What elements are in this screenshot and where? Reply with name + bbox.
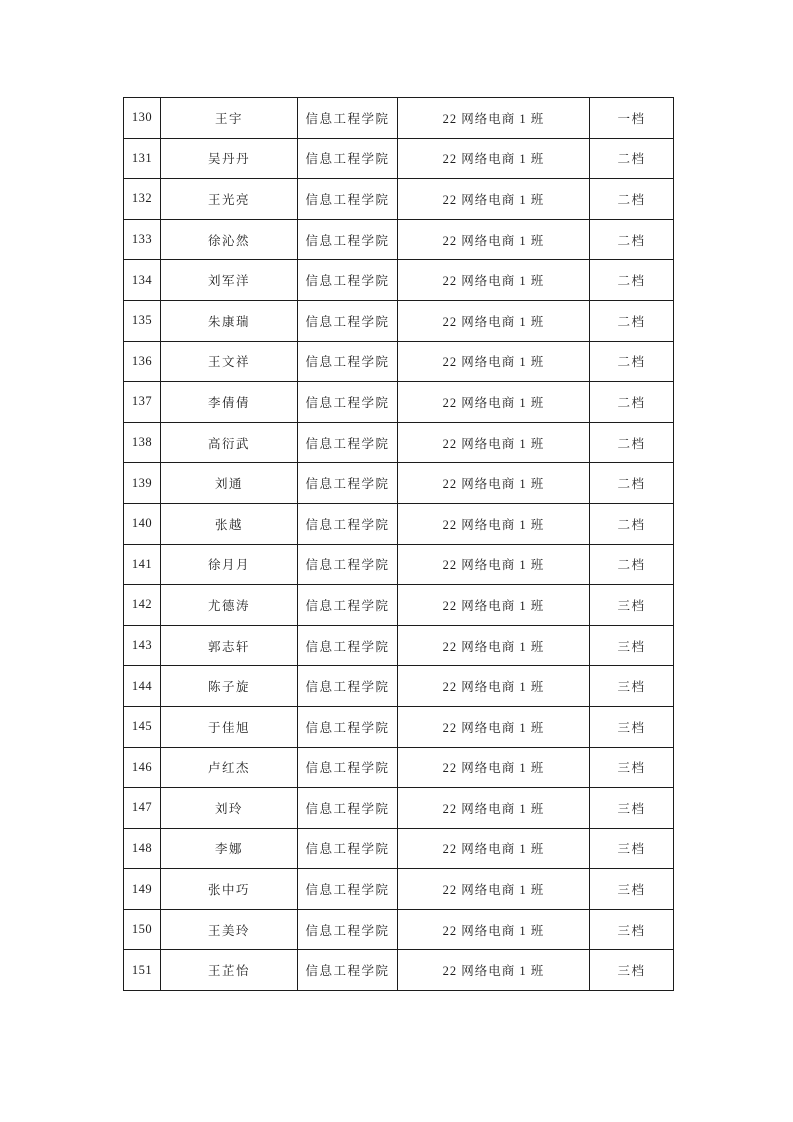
table-row xyxy=(124,788,674,829)
cell-class: 22 网络电商 1 班 xyxy=(398,260,590,301)
cell-tier: 二档 xyxy=(590,422,674,463)
table-row xyxy=(124,666,674,707)
table-row xyxy=(124,828,674,869)
cell-number: 143 xyxy=(124,625,161,666)
cell-tier: 二档 xyxy=(590,179,674,220)
cell-name: 张越 xyxy=(161,503,298,544)
table-row xyxy=(124,544,674,585)
cell-name: 陈子旋 xyxy=(161,666,298,707)
cell-class: 22 网络电商 1 班 xyxy=(398,503,590,544)
table-row xyxy=(124,463,674,504)
cell-class: 22 网络电商 1 班 xyxy=(398,706,590,747)
roster-table xyxy=(123,97,674,991)
cell-college: 信息工程学院 xyxy=(298,950,398,991)
cell-number: 138 xyxy=(124,422,161,463)
cell-name: 王芷怡 xyxy=(161,950,298,991)
cell-college: 信息工程学院 xyxy=(298,98,398,139)
cell-tier: 二档 xyxy=(590,300,674,341)
cell-class: 22 网络电商 1 班 xyxy=(398,788,590,829)
cell-number: 145 xyxy=(124,706,161,747)
table-row xyxy=(124,503,674,544)
cell-number: 150 xyxy=(124,909,161,950)
cell-class: 22 网络电商 1 班 xyxy=(398,950,590,991)
table-row xyxy=(124,909,674,950)
cell-name: 王光亮 xyxy=(161,179,298,220)
cell-class: 22 网络电商 1 班 xyxy=(398,585,590,626)
table-row xyxy=(124,869,674,910)
cell-class: 22 网络电商 1 班 xyxy=(398,98,590,139)
roster-table-body xyxy=(124,98,674,991)
cell-tier: 三档 xyxy=(590,706,674,747)
cell-tier: 三档 xyxy=(590,625,674,666)
cell-college: 信息工程学院 xyxy=(298,585,398,626)
cell-number: 137 xyxy=(124,382,161,423)
cell-name: 李娜 xyxy=(161,828,298,869)
cell-tier: 三档 xyxy=(590,950,674,991)
cell-name: 朱康瑞 xyxy=(161,300,298,341)
cell-college: 信息工程学院 xyxy=(298,260,398,301)
cell-number: 131 xyxy=(124,138,161,179)
cell-class: 22 网络电商 1 班 xyxy=(398,869,590,910)
cell-number: 146 xyxy=(124,747,161,788)
cell-tier: 二档 xyxy=(590,463,674,504)
cell-number: 141 xyxy=(124,544,161,585)
cell-tier: 三档 xyxy=(590,585,674,626)
cell-class: 22 网络电商 1 班 xyxy=(398,422,590,463)
cell-name: 卢红杰 xyxy=(161,747,298,788)
cell-tier: 一档 xyxy=(590,98,674,139)
table-row xyxy=(124,706,674,747)
cell-name: 尤德涛 xyxy=(161,585,298,626)
cell-college: 信息工程学院 xyxy=(298,463,398,504)
cell-name: 刘通 xyxy=(161,463,298,504)
cell-college: 信息工程学院 xyxy=(298,869,398,910)
cell-tier: 二档 xyxy=(590,382,674,423)
cell-number: 142 xyxy=(124,585,161,626)
table-row xyxy=(124,341,674,382)
cell-name: 李倩倩 xyxy=(161,382,298,423)
cell-college: 信息工程学院 xyxy=(298,788,398,829)
cell-college: 信息工程学院 xyxy=(298,219,398,260)
cell-name: 徐月月 xyxy=(161,544,298,585)
table-row xyxy=(124,179,674,220)
table-row xyxy=(124,300,674,341)
cell-college: 信息工程学院 xyxy=(298,747,398,788)
cell-college: 信息工程学院 xyxy=(298,503,398,544)
cell-college: 信息工程学院 xyxy=(298,179,398,220)
cell-college: 信息工程学院 xyxy=(298,382,398,423)
cell-name: 于佳旭 xyxy=(161,706,298,747)
cell-tier: 二档 xyxy=(590,260,674,301)
cell-class: 22 网络电商 1 班 xyxy=(398,300,590,341)
cell-class: 22 网络电商 1 班 xyxy=(398,544,590,585)
cell-class: 22 网络电商 1 班 xyxy=(398,179,590,220)
cell-number: 149 xyxy=(124,869,161,910)
cell-name: 高衍武 xyxy=(161,422,298,463)
cell-class: 22 网络电商 1 班 xyxy=(398,666,590,707)
cell-name: 吴丹丹 xyxy=(161,138,298,179)
cell-college: 信息工程学院 xyxy=(298,422,398,463)
cell-number: 144 xyxy=(124,666,161,707)
cell-college: 信息工程学院 xyxy=(298,706,398,747)
table-row xyxy=(124,625,674,666)
cell-tier: 二档 xyxy=(590,341,674,382)
cell-name: 郭志轩 xyxy=(161,625,298,666)
cell-number: 136 xyxy=(124,341,161,382)
cell-tier: 三档 xyxy=(590,747,674,788)
cell-tier: 三档 xyxy=(590,828,674,869)
table-row xyxy=(124,138,674,179)
cell-name: 刘玲 xyxy=(161,788,298,829)
cell-class: 22 网络电商 1 班 xyxy=(398,747,590,788)
cell-name: 徐沁然 xyxy=(161,219,298,260)
table-row xyxy=(124,950,674,991)
cell-name: 刘军洋 xyxy=(161,260,298,301)
cell-number: 148 xyxy=(124,828,161,869)
cell-college: 信息工程学院 xyxy=(298,625,398,666)
cell-number: 135 xyxy=(124,300,161,341)
table-row xyxy=(124,747,674,788)
cell-tier: 三档 xyxy=(590,909,674,950)
cell-number: 132 xyxy=(124,179,161,220)
cell-number: 139 xyxy=(124,463,161,504)
cell-class: 22 网络电商 1 班 xyxy=(398,828,590,869)
cell-number: 147 xyxy=(124,788,161,829)
table-row xyxy=(124,219,674,260)
cell-name: 王文祥 xyxy=(161,341,298,382)
table-row xyxy=(124,260,674,301)
cell-class: 22 网络电商 1 班 xyxy=(398,138,590,179)
cell-class: 22 网络电商 1 班 xyxy=(398,909,590,950)
cell-college: 信息工程学院 xyxy=(298,909,398,950)
cell-tier: 二档 xyxy=(590,503,674,544)
cell-number: 134 xyxy=(124,260,161,301)
cell-college: 信息工程学院 xyxy=(298,138,398,179)
table-row xyxy=(124,422,674,463)
cell-class: 22 网络电商 1 班 xyxy=(398,219,590,260)
table-row xyxy=(124,382,674,423)
cell-tier: 二档 xyxy=(590,219,674,260)
cell-number: 151 xyxy=(124,950,161,991)
cell-tier: 三档 xyxy=(590,788,674,829)
table-row xyxy=(124,585,674,626)
cell-college: 信息工程学院 xyxy=(298,341,398,382)
table-row xyxy=(124,98,674,139)
cell-tier: 二档 xyxy=(590,544,674,585)
cell-name: 王宇 xyxy=(161,98,298,139)
cell-college: 信息工程学院 xyxy=(298,666,398,707)
cell-number: 130 xyxy=(124,98,161,139)
cell-name: 王美玲 xyxy=(161,909,298,950)
cell-college: 信息工程学院 xyxy=(298,828,398,869)
cell-number: 140 xyxy=(124,503,161,544)
cell-tier: 三档 xyxy=(590,869,674,910)
cell-tier: 二档 xyxy=(590,138,674,179)
cell-name: 张中巧 xyxy=(161,869,298,910)
cell-college: 信息工程学院 xyxy=(298,300,398,341)
cell-number: 133 xyxy=(124,219,161,260)
cell-tier: 三档 xyxy=(590,666,674,707)
cell-class: 22 网络电商 1 班 xyxy=(398,463,590,504)
cell-class: 22 网络电商 1 班 xyxy=(398,341,590,382)
cell-class: 22 网络电商 1 班 xyxy=(398,382,590,423)
cell-class: 22 网络电商 1 班 xyxy=(398,625,590,666)
cell-college: 信息工程学院 xyxy=(298,544,398,585)
